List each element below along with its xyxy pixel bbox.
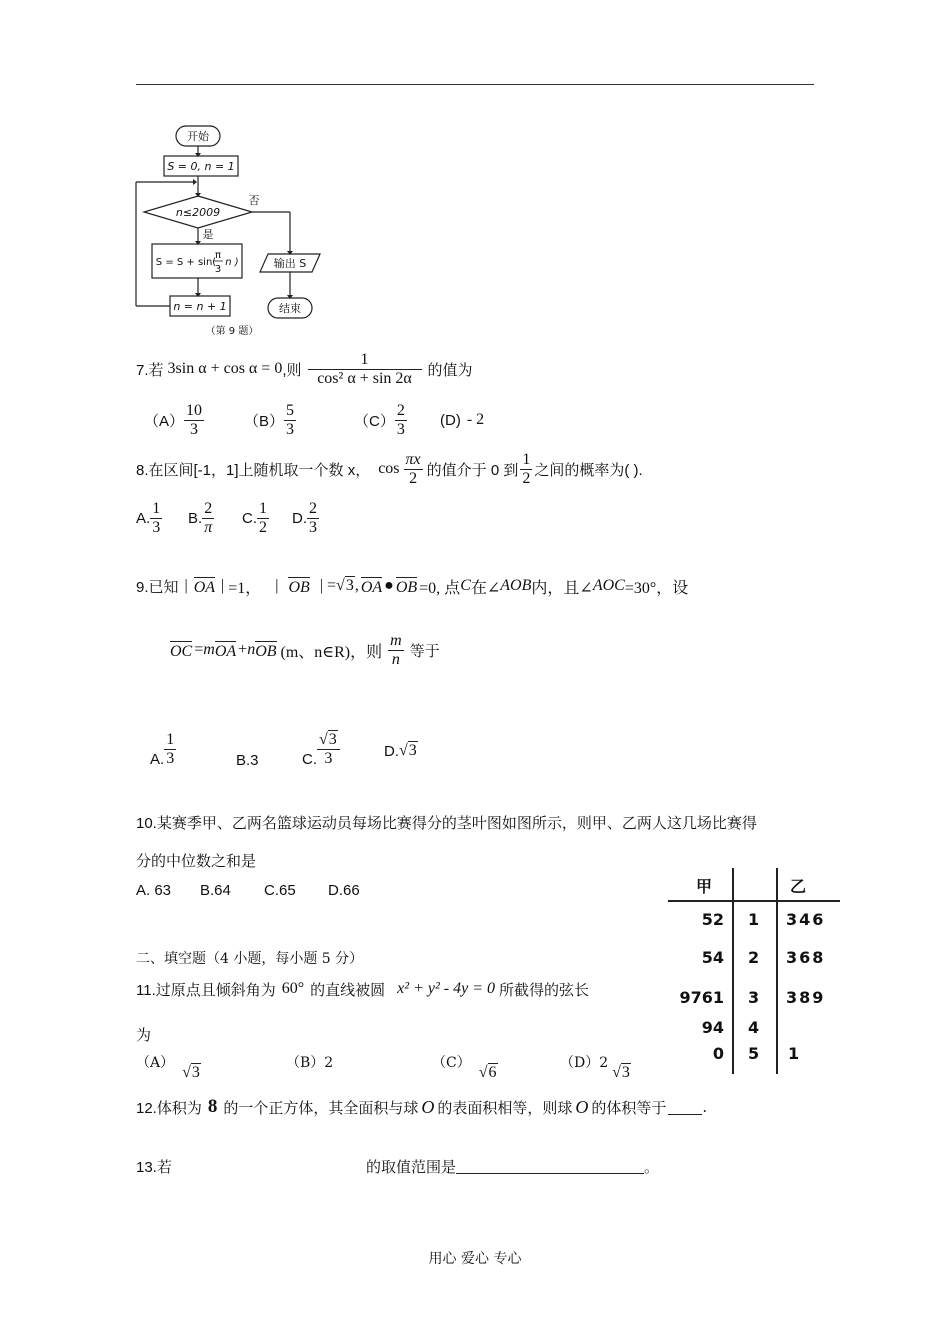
stem-leaf-header-yi: 乙 <box>790 877 807 896</box>
q12-ball-o-2: O <box>575 1096 589 1117</box>
flow-n-close: n ) <box>225 257 239 268</box>
q9-aoc: AOC <box>592 577 625 594</box>
q11-option-a: （A） √3 <box>136 1055 200 1081</box>
q9-vec-ob: OB <box>288 578 310 596</box>
q9-fraction: $\frac{m}{n}$ <box>390 631 402 668</box>
q8-cos: cos <box>378 460 400 477</box>
q8-line <box>136 446 643 492</box>
q9-suffix: 等于 <box>409 642 440 660</box>
stem-leaf-header-rule <box>668 900 840 902</box>
q12-prefix: 12.体积为 <box>136 1099 202 1117</box>
q7-condition: 3sin α + cos α = 0 <box>167 360 283 377</box>
flow-start-text: 开始 <box>187 130 209 143</box>
flow-three: 3 <box>214 264 222 275</box>
q9-line1: 9.已知 | OA | =1， | OB | = √3 , OA ● OB =0, 点 C 在∠ AOB 内，且∠ AOC =30°，设 <box>136 570 688 602</box>
q9-n: n <box>247 641 256 658</box>
q13-prefix: 13.若 <box>136 1159 172 1176</box>
q7-option-d: (D) - 2 <box>440 411 485 429</box>
q9-option-b: B.3 <box>236 752 259 769</box>
stem-leaf-row-4: 94 4 <box>701 1018 760 1037</box>
flow-pi: π <box>214 250 222 261</box>
q9-m: m <box>203 641 215 658</box>
q9-option-d: D. √3 <box>384 742 417 760</box>
flowchart <box>128 120 348 342</box>
flow-update-n-text: n = n + 1 <box>173 300 227 313</box>
q12-eight: 8 <box>207 1096 218 1117</box>
q7-options <box>136 398 536 444</box>
q12-suffix: 的体积等于 <box>591 1098 667 1117</box>
q9-vec-oc: OC <box>170 642 193 660</box>
flow-output-text: 输出 S <box>273 257 307 270</box>
flow-no-label: 否 <box>248 194 260 207</box>
q9-line2: OC = m OA + n OB (m、n∈R)，则 $\frac{m}{n}$ 等于 <box>170 631 440 668</box>
q7-fraction-den: cos² α + sin 2α <box>317 369 412 387</box>
flow-update-s-text: S = S + sin( <box>155 257 217 268</box>
q9-cond: (m、n∈R)，则 <box>280 643 383 661</box>
q8-half: $\frac{1}{2}$ <box>522 450 531 487</box>
q9-vec-ob-2: OB <box>395 578 418 596</box>
q8-prefix: 8.在区间[-1，1]上随机取一个数 x， <box>136 461 371 479</box>
q7-fraction <box>308 351 422 388</box>
flow-init-text: S = 0, n = 1 <box>167 160 235 173</box>
q7-option-a: （A） $\frac{10}{3}$ <box>144 401 203 438</box>
section-2-heading: 二、填空题（4 小题，每小题 5 分） <box>136 951 364 967</box>
q11-line <box>136 972 589 1006</box>
flow-yes-label: 是 <box>202 228 214 241</box>
q9-vec-oa: OA <box>193 578 216 596</box>
q12-end: . <box>702 1098 708 1116</box>
q8-option-a: A. $\frac{1}{3}$ <box>136 499 161 536</box>
q9-inside: 内，且∠ <box>531 579 593 597</box>
q9-deg: =30°，设 <box>624 579 689 597</box>
q11-option-b: （B）2 <box>286 1055 334 1071</box>
q9-option-c: C. $\frac{√3}{3}$ <box>302 716 340 770</box>
q8-mid: 的值介于 0 到 <box>426 461 519 479</box>
q9-vec-ob-3: OB <box>255 642 277 660</box>
q9-sqrt3: √3 <box>336 577 354 594</box>
q8-suffix: 之间的概率为( ). <box>534 461 643 479</box>
q10-option-b: B.64 <box>200 882 231 899</box>
footer-text: 用心 爱心 专心 <box>428 1251 522 1267</box>
q7-option-b: （B） $\frac{5}{3}$ <box>244 401 295 438</box>
q9-vec-oa-3: OA <box>214 642 237 660</box>
q9-point-c: C <box>460 577 471 594</box>
q12-mid: 的一个正方体，其全面积与球 <box>223 1098 419 1117</box>
q9-dot-eq: =0, 点 <box>419 579 461 597</box>
q13-end: 。 <box>644 1157 660 1176</box>
q12-answer-blank[interactable] <box>668 1100 702 1115</box>
q9-option-a: A. $\frac{1}{3}$ <box>150 731 175 768</box>
q10-line2: 分的中位数之和是 <box>136 853 257 870</box>
q11-mid: 的直线被圆 <box>310 980 386 999</box>
q11-prefix: 11.过原点且倾斜角为 <box>136 981 276 999</box>
q7-prefix: 7.若 <box>136 361 164 379</box>
q10-options <box>136 882 436 904</box>
q8-option-c: C. $\frac{1}{2}$ <box>242 499 267 536</box>
q11-options <box>136 1050 636 1084</box>
q8-fraction: $\frac{\pi x}{2}$ <box>405 450 421 487</box>
q11-line2: 为 <box>136 1026 152 1044</box>
stem-leaf-row-1: 52 1 346 <box>701 910 826 929</box>
stem-leaf-plot <box>668 868 840 1074</box>
q7-line <box>136 346 473 392</box>
q9-eq2: = <box>327 577 337 594</box>
q7-then: ,则 <box>282 361 302 379</box>
q13-suffix: 的取值范围是 <box>366 1157 457 1176</box>
flow-end-text: 结束 <box>279 302 301 315</box>
q10-option-d: D.66 <box>328 882 360 899</box>
q10-line1: 10.某赛季甲、乙两名篮球运动员每场比赛得分的茎叶图如图所示，则甲、乙两人这几场比赛得 <box>136 815 757 832</box>
q9-dot-icon: ● <box>384 577 394 594</box>
q10-option-a: A. 63 <box>136 882 172 899</box>
q9-prefix: 9.已知 <box>136 578 179 596</box>
q11-angle: 60° <box>281 980 305 997</box>
q13-answer-blank[interactable] <box>456 1159 644 1174</box>
q7-fraction-num: 1 <box>308 351 422 370</box>
q12-ball-o: O <box>421 1096 435 1117</box>
q8-option-d: D. $\frac{2}{3}$ <box>292 499 317 536</box>
q10-option-c: C.65 <box>264 882 296 899</box>
q13-line <box>366 1154 659 1178</box>
q9-eq1: =1， <box>228 579 262 597</box>
q9-options <box>150 712 470 772</box>
q11-circle-eq: x² + y² - 4y = 0 <box>397 980 495 997</box>
stem-leaf-row-2: 54 2 368 <box>701 948 826 967</box>
q7-option-c: （C） $\frac{2}{3}$ <box>354 401 405 438</box>
flow-caption: （第 9 题） <box>205 326 259 337</box>
q9-aob: AOB <box>500 577 532 594</box>
q11-suffix: 所截得的弦长 <box>499 980 590 999</box>
q12-line <box>136 1094 707 1120</box>
q9-in-angle: 在∠ <box>470 579 501 597</box>
header-rule <box>136 84 814 85</box>
q8-option-b: B. $\frac{2}{\pi}$ <box>188 499 213 536</box>
stem-leaf-row-3: 9761 3 389 <box>679 988 826 1007</box>
q8-options <box>136 496 436 542</box>
q12-mid2: 的表面积相等，则球 <box>437 1098 573 1117</box>
q7-suffix: 的值为 <box>427 361 473 379</box>
stem-leaf-row-5: 0 5 1 <box>712 1044 800 1063</box>
stem-leaf-header-jia: 甲 <box>696 877 713 896</box>
q11-option-c: （C） √6 <box>432 1055 497 1081</box>
q11-option-d: （D）2 √3 <box>560 1055 630 1081</box>
flow-cond-text: n≤2009 <box>175 206 221 219</box>
q9-vec-oa-2: OA <box>360 578 383 596</box>
